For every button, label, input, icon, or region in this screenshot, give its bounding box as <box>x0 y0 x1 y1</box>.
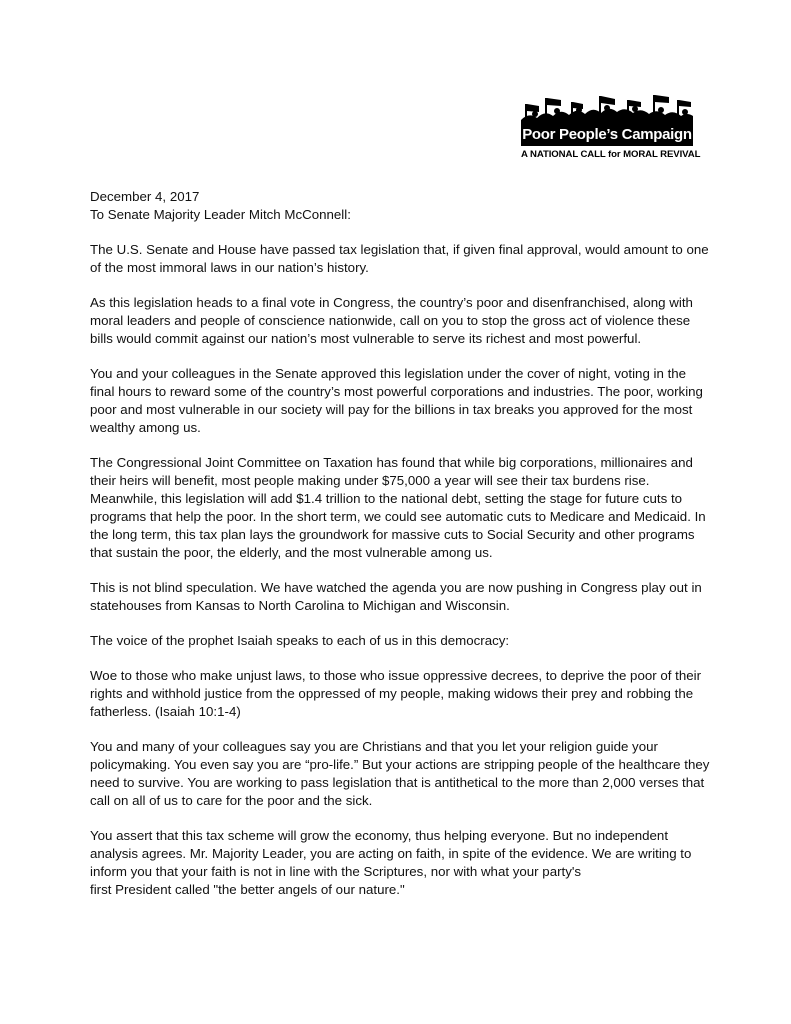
paragraph: This is not blind speculation. We have watched the agenda you are now pushing in Congress play out in statehouses from Kansas to North Carolina to Michigan and Wisconsin. <box>90 580 702 613</box>
letter-date: December 4, 2017 <box>90 189 200 204</box>
paragraph-isaiah-quote: Woe to those who make unjust laws, to those who issue oppressive decrees, to deprive the poor of their rights and withhold justice from the oppressed of my people, making widows their prey and robbing the fatherless. (Isaiah 10:1-4) <box>90 668 702 719</box>
paragraph: The voice of the prophet Isaiah speaks to each of us in this democracy: <box>90 633 510 648</box>
paragraph: You and many of your colleagues say you are Christians and that you let your religion guide your policymaking. You even say you are “pro-life.” But your actions are stripping people of the healthcare they need to survive. You are working to pass legislation that is antithetical to the more than 2,000 verses that call on all of us to care for the poor and the sick. <box>90 739 710 808</box>
paragraph: You assert that this tax scheme will grow the economy, thus helping everyone. But no independent analysis agrees. Mr. Majority Leader, you are acting on faith, in spite of the evidence. We are writing to inform you that your faith is not in line with the Scriptures, nor with what your party's <box>90 828 692 879</box>
paragraph-final-line: first President called "the better angels of our nature." <box>90 882 405 897</box>
letter-salutation: To Senate Majority Leader Mitch McConnell: <box>90 207 351 222</box>
paragraph: The U.S. Senate and House have passed tax legislation that, if given final approval, would amount to one of the most immoral laws in our nation’s history. <box>90 242 709 275</box>
campaign-logo <box>515 94 701 168</box>
paragraph: As this legislation heads to a final vote in Congress, the country’s poor and disenfranchised, along with moral leaders and people of conscience nationwide, call on you to stop the gross act of violence these bills would commit against our nation’s most vulnerable to serve its richest and most powerful. <box>90 295 693 346</box>
logo-subtitle: A NATIONAL CALL for MORAL REVIVAL <box>521 149 701 160</box>
paragraph: You and your colleagues in the Senate approved this legislation under the cover of night, voting in the final hours to reward some of the country’s most powerful corporations and industries. The poor, working poor and most vulnerable in our society will pay for the billions in tax breaks you approved for the most wealthy among us. <box>90 366 703 435</box>
letter-body <box>90 188 710 916</box>
letter-header <box>90 188 710 224</box>
paragraph: The Congressional Joint Committee on Taxation has found that while big corporations, millionaires and their heirs will benefit, most people making under $75,000 a year will see their tax burdens rise. Meanwhile, this legislation will add $1.4 trillion to the national debt, setting the stage for future cuts to programs that help the poor. In the short term, we could see automatic cuts to Medicare and Medicaid. In the long term, this tax plan lays the groundwork for massive cuts to Social Security and other programs that sustain the poor, the elderly, and the most vulnerable among us. <box>90 455 706 560</box>
logo-title: Poor People’s Campaign <box>521 124 693 146</box>
